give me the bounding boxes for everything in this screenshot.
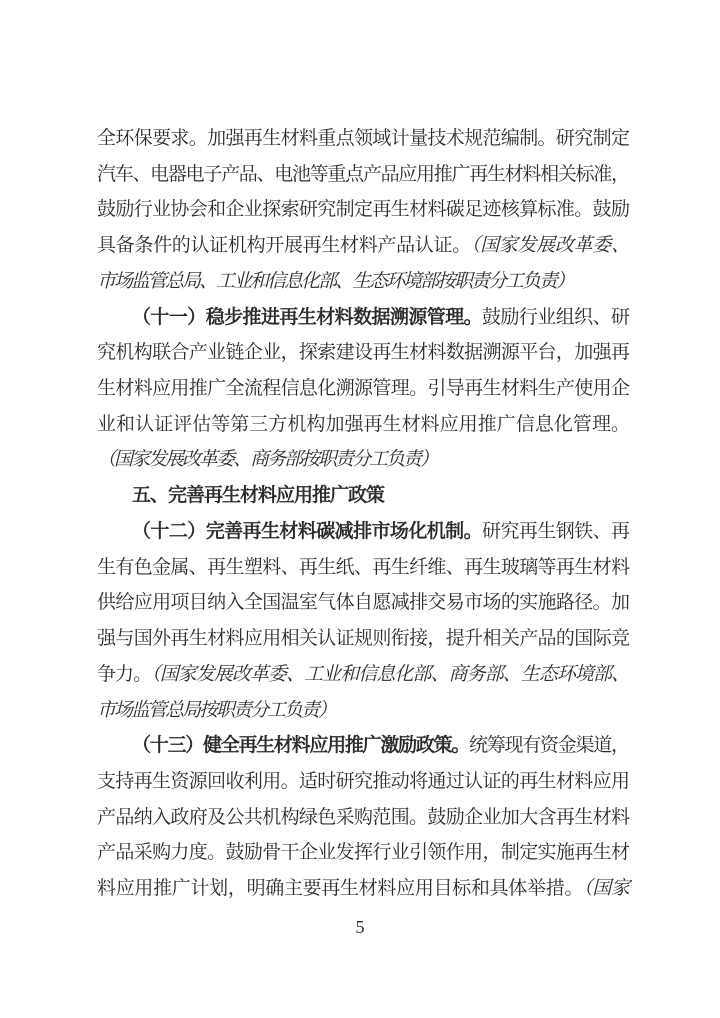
text-segment-body: 强与国外再生材料应用相关认证规则衔接，提升相关产品的国际竞 (97, 628, 628, 650)
text-line (97, 800, 628, 836)
text-segment-kai: （国家 (583, 878, 628, 900)
text-line (97, 621, 628, 657)
text-segment-heading: 五、完善再生材料应用推广政策 (132, 485, 385, 507)
text-line (97, 693, 628, 729)
text-segment-body: 料应用推广计划，明确主要再生材料应用目标和具体举措。 (97, 878, 584, 900)
text-segment-kai: （国家发展改革委、工业和信息化部、商务部、生态环境部、 (151, 663, 628, 685)
text-line (97, 192, 628, 228)
text-segment-body: 争力。 (97, 663, 152, 685)
text-segment-body: 鼓励行业协会和企业探索研究制定再生材料碳足迹核算标准。鼓励 (97, 199, 628, 221)
text-line (97, 585, 628, 621)
text-segment-bold: （十二）完善再生材料碳减排市场化机制。 (132, 520, 483, 542)
text-segment-body: 研究再生钢铁、再 (482, 520, 628, 542)
text-line (97, 835, 628, 871)
text-segment-body: 鼓励行业组织、研 (482, 306, 628, 328)
text-segment-body: 究机构联合产业链企业，探索建设再生材料数据溯源平台，加强再 (97, 342, 628, 364)
text-line (97, 264, 628, 300)
text-line (97, 764, 628, 800)
text-segment-kai: 市场监管总局按职责分工负责） (97, 699, 336, 721)
text-line (97, 728, 628, 764)
text-segment-bold: （十一）稳步推进再生材料数据溯源管理。 (132, 306, 483, 328)
text-segment-body: 汽车、电器电子产品、电池等重点产品应用推广再生材料相关标准， (97, 163, 628, 185)
text-line (97, 121, 628, 157)
text-line (97, 300, 628, 336)
text-segment-body: 产品采购力度。鼓励骨干企业发挥行业引领作用，制定实施再生材 (97, 842, 628, 864)
text-segment-body: 产品纳入政府及公共机构绿色采购范围。鼓励企业加大含再生材料 (97, 806, 628, 828)
text-segment-kai: （国家发展改革委、商务部按职责分工负责） (97, 449, 438, 471)
text-segment-body: 支持再生资源回收利用。适时研究推动将通过认证的再生材料应用 (97, 770, 628, 792)
page-number: 5 (355, 917, 365, 937)
text-segment-body: 全环保要求。加强再生材料重点领域计量技术规范编制。研究制定 (97, 128, 628, 149)
text-segment-bold: （十三）健全再生材料应用推广激励政策。 (132, 735, 470, 757)
text-line (97, 371, 628, 407)
text-line (97, 228, 628, 264)
text-line (97, 514, 628, 550)
document-text-block (97, 121, 628, 907)
text-line (97, 442, 628, 478)
text-segment-kai: 市场监管总局、工业和信息化部、生态环境部按职责分工负责） (97, 270, 574, 292)
text-segment-kai: （国家发展改革委、 (470, 235, 628, 257)
text-segment-body: 具备条件的认证机构开展再生材料产品认证。 (97, 235, 471, 257)
text-line (97, 157, 628, 193)
text-line (97, 335, 628, 371)
text-segment-body: 统筹现有资金渠道， (469, 735, 628, 757)
text-segment-body: 供给应用项目纳入全国温室气体自愿减排交易市场的实施路径。加 (97, 592, 628, 614)
text-segment-body: 业和认证评估等第三方机构加强再生材料应用推广信息化管理。 (97, 413, 628, 435)
text-line (97, 550, 628, 586)
text-segment-body: 生材料应用推广全流程信息化溯源管理。引导再生材料生产使用企 (97, 378, 628, 400)
text-line (97, 657, 628, 693)
text-line (97, 871, 628, 907)
text-segment-body: 生有色金属、再生塑料、再生纸、再生纤维、再生玻璃等再生材料 (97, 556, 628, 578)
text-line (97, 407, 628, 443)
text-line (97, 478, 628, 514)
